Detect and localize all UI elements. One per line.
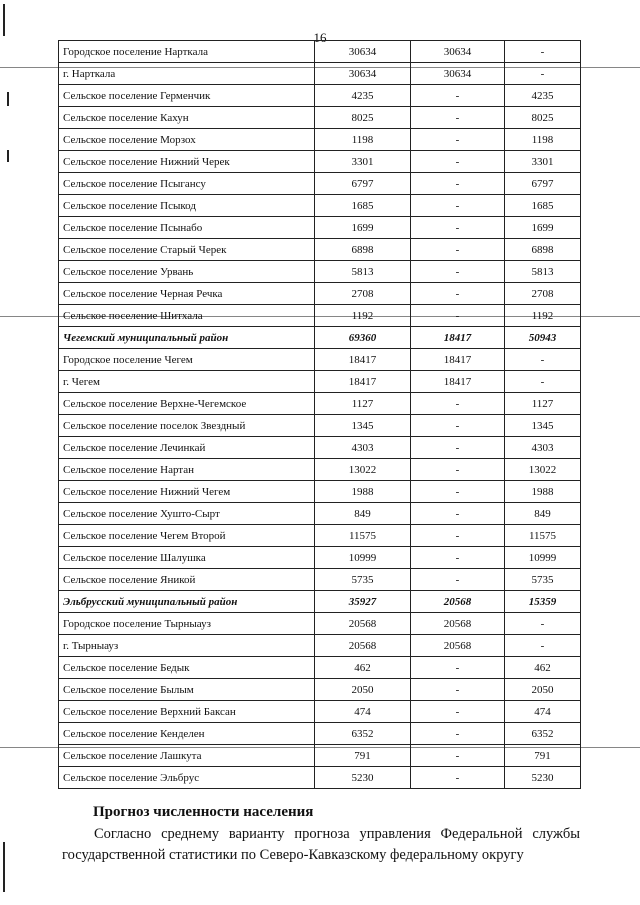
table-row — [59, 569, 581, 591]
urban-population-cell: 30634 — [411, 63, 505, 85]
settlement-name-cell: Сельское поселение Черная Речка — [59, 283, 315, 305]
table-row — [59, 525, 581, 547]
settlement-name-cell: Сельское поселение Герменчик — [59, 85, 315, 107]
table-row — [59, 195, 581, 217]
total-population-cell: 6352 — [315, 723, 411, 745]
scan-artifact-mark — [3, 4, 5, 36]
table-row — [59, 173, 581, 195]
total-population-cell: 30634 — [315, 63, 411, 85]
urban-population-cell: 18417 — [411, 371, 505, 393]
total-population-cell: 1685 — [315, 195, 411, 217]
settlement-name-cell: Сельское поселение Верхний Баксан — [59, 701, 315, 723]
scan-artifact-mark — [7, 150, 9, 162]
settlement-name-cell: Городское поселение Чегем — [59, 349, 315, 371]
settlement-name-cell: Сельское поселение Старый Черек — [59, 239, 315, 261]
rural-population-cell: 1345 — [505, 415, 581, 437]
table-row — [59, 657, 581, 679]
table-row — [59, 547, 581, 569]
urban-population-cell: - — [411, 283, 505, 305]
rural-population-cell: 8025 — [505, 107, 581, 129]
table-row — [59, 437, 581, 459]
rural-population-cell: - — [505, 635, 581, 657]
settlement-name-cell: Сельское поселение Эльбрус — [59, 767, 315, 789]
rural-population-cell: 5735 — [505, 569, 581, 591]
table-row — [59, 217, 581, 239]
total-population-cell: 18417 — [315, 349, 411, 371]
section-title: Прогноз численности населения — [93, 804, 314, 820]
table-row — [59, 745, 581, 767]
rural-population-cell: 10999 — [505, 547, 581, 569]
forecast-paragraph: Согласно среднему варианту прогноза управления Федеральной службы государственной статистики по Северо-Кавказскому федеральному округу — [62, 826, 580, 863]
settlement-name-cell: Сельское поселение Нартан — [59, 459, 315, 481]
table-row — [59, 305, 581, 327]
urban-population-cell: 30634 — [411, 41, 505, 63]
urban-population-cell: - — [411, 657, 505, 679]
rural-population-cell: 1699 — [505, 217, 581, 239]
settlement-name-cell: Сельское поселение Бедык — [59, 657, 315, 679]
urban-population-cell: - — [411, 767, 505, 789]
urban-population-cell: - — [411, 107, 505, 129]
settlement-name-cell: г. Чегем — [59, 371, 315, 393]
rural-population-cell: 6898 — [505, 239, 581, 261]
table-row — [59, 41, 581, 63]
settlement-name-cell: Городское поселение Тырныауз — [59, 613, 315, 635]
urban-population-cell: - — [411, 547, 505, 569]
settlement-name-cell: Эльбрусский муниципальный район — [59, 591, 315, 613]
settlement-name-cell: г. Нарткала — [59, 63, 315, 85]
total-population-cell: 1192 — [315, 305, 411, 327]
urban-population-cell: - — [411, 481, 505, 503]
total-population-cell: 4303 — [315, 437, 411, 459]
total-population-cell: 6898 — [315, 239, 411, 261]
rural-population-cell: 13022 — [505, 459, 581, 481]
table-row — [59, 151, 581, 173]
total-population-cell: 4235 — [315, 85, 411, 107]
table-row — [59, 393, 581, 415]
rural-population-cell: 849 — [505, 503, 581, 525]
settlement-name-cell: Сельское поселение Лашкута — [59, 745, 315, 767]
rural-population-cell: 5813 — [505, 261, 581, 283]
urban-population-cell: - — [411, 195, 505, 217]
rural-population-cell: - — [505, 613, 581, 635]
table-row — [59, 371, 581, 393]
total-population-cell: 5735 — [315, 569, 411, 591]
total-population-cell: 18417 — [315, 371, 411, 393]
urban-population-cell: - — [411, 217, 505, 239]
urban-population-cell: - — [411, 415, 505, 437]
urban-population-cell: - — [411, 239, 505, 261]
settlement-name-cell: Сельское поселение Верхне-Чегемское — [59, 393, 315, 415]
rural-population-cell: 1192 — [505, 305, 581, 327]
settlement-name-cell: Сельское поселение Шалушка — [59, 547, 315, 569]
rural-population-cell: 5230 — [505, 767, 581, 789]
urban-population-cell: - — [411, 393, 505, 415]
settlement-name-cell: Сельское поселение Кахун — [59, 107, 315, 129]
rural-population-cell: 50943 — [505, 327, 581, 349]
table-row — [59, 283, 581, 305]
settlement-name-cell: Сельское поселение Лечинкай — [59, 437, 315, 459]
urban-population-cell: - — [411, 305, 505, 327]
total-population-cell: 5230 — [315, 767, 411, 789]
urban-population-cell: - — [411, 503, 505, 525]
urban-population-cell: - — [411, 723, 505, 745]
table-row — [59, 701, 581, 723]
rural-population-cell: 2708 — [505, 283, 581, 305]
table-row — [59, 481, 581, 503]
rural-population-cell: 6797 — [505, 173, 581, 195]
total-population-cell: 462 — [315, 657, 411, 679]
table-row — [59, 415, 581, 437]
scan-artifact-mark — [3, 842, 5, 892]
rural-population-cell: 11575 — [505, 525, 581, 547]
table-row — [59, 679, 581, 701]
total-population-cell: 1198 — [315, 129, 411, 151]
settlement-name-cell: Сельское поселение Кенделен — [59, 723, 315, 745]
urban-population-cell: 20568 — [411, 635, 505, 657]
settlement-name-cell: Сельское поселение Хушто-Сырт — [59, 503, 315, 525]
settlement-name-cell: г. Тырныауз — [59, 635, 315, 657]
settlement-name-cell: Сельское поселение Морзох — [59, 129, 315, 151]
total-population-cell: 20568 — [315, 613, 411, 635]
urban-population-cell: - — [411, 85, 505, 107]
urban-population-cell: - — [411, 151, 505, 173]
urban-population-cell: - — [411, 437, 505, 459]
total-population-cell: 474 — [315, 701, 411, 723]
total-population-cell: 1988 — [315, 481, 411, 503]
total-population-cell: 3301 — [315, 151, 411, 173]
page-number: 16 — [313, 30, 327, 45]
settlement-name-cell: Сельское поселение Нижний Черек — [59, 151, 315, 173]
table-row — [59, 107, 581, 129]
rural-population-cell: 3301 — [505, 151, 581, 173]
table-row — [59, 503, 581, 525]
settlement-name-cell: Сельское поселение Былым — [59, 679, 315, 701]
table-row — [59, 613, 581, 635]
total-population-cell: 20568 — [315, 635, 411, 657]
settlement-name-cell: Городское поселение Нарткала — [59, 41, 315, 63]
urban-population-cell: 20568 — [411, 591, 505, 613]
population-table-body — [59, 41, 581, 789]
table-row — [59, 767, 581, 789]
urban-population-cell: - — [411, 459, 505, 481]
settlement-name-cell: Сельское поселение Нижний Чегем — [59, 481, 315, 503]
settlement-name-cell: Сельское поселение Шитхала — [59, 305, 315, 327]
total-population-cell: 69360 — [315, 327, 411, 349]
total-population-cell: 2708 — [315, 283, 411, 305]
rural-population-cell: 791 — [505, 745, 581, 767]
total-population-cell: 5813 — [315, 261, 411, 283]
total-population-cell: 11575 — [315, 525, 411, 547]
settlement-name-cell: Чегемский муниципальный район — [59, 327, 315, 349]
urban-population-cell: 18417 — [411, 327, 505, 349]
rural-population-cell: 1198 — [505, 129, 581, 151]
rural-population-cell: 2050 — [505, 679, 581, 701]
rural-population-cell: 4235 — [505, 85, 581, 107]
rural-population-cell: - — [505, 63, 581, 85]
rural-population-cell: - — [505, 349, 581, 371]
rural-population-cell: 15359 — [505, 591, 581, 613]
settlement-name-cell: Сельское поселение Урвань — [59, 261, 315, 283]
total-population-cell: 35927 — [315, 591, 411, 613]
rural-population-cell: 474 — [505, 701, 581, 723]
settlement-name-cell: Сельское поселение поселок Звездный — [59, 415, 315, 437]
table-row — [59, 723, 581, 745]
district-row — [59, 591, 581, 613]
rural-population-cell: 1685 — [505, 195, 581, 217]
rural-population-cell: 1127 — [505, 393, 581, 415]
rural-population-cell: - — [505, 41, 581, 63]
total-population-cell: 8025 — [315, 107, 411, 129]
total-population-cell: 13022 — [315, 459, 411, 481]
table-row — [59, 459, 581, 481]
table-row — [59, 63, 581, 85]
table-row — [59, 349, 581, 371]
total-population-cell: 6797 — [315, 173, 411, 195]
urban-population-cell: - — [411, 679, 505, 701]
rural-population-cell: 462 — [505, 657, 581, 679]
urban-population-cell: - — [411, 173, 505, 195]
rural-population-cell: 4303 — [505, 437, 581, 459]
table-row — [59, 129, 581, 151]
settlement-name-cell: Сельское поселение Чегем Второй — [59, 525, 315, 547]
total-population-cell: 2050 — [315, 679, 411, 701]
urban-population-cell: - — [411, 129, 505, 151]
district-row — [59, 327, 581, 349]
settlement-name-cell: Сельское поселение Псыгансу — [59, 173, 315, 195]
total-population-cell: 1699 — [315, 217, 411, 239]
urban-population-cell: - — [411, 745, 505, 767]
table-row — [59, 85, 581, 107]
urban-population-cell: - — [411, 701, 505, 723]
table-row — [59, 239, 581, 261]
total-population-cell: 1345 — [315, 415, 411, 437]
settlement-name-cell: Сельское поселение Псыкод — [59, 195, 315, 217]
urban-population-cell: - — [411, 525, 505, 547]
scan-artifact-mark — [7, 92, 9, 106]
settlement-name-cell: Сельское поселение Яникой — [59, 569, 315, 591]
total-population-cell: 1127 — [315, 393, 411, 415]
population-table — [58, 40, 581, 789]
urban-population-cell: 20568 — [411, 613, 505, 635]
total-population-cell: 30634 — [315, 41, 411, 63]
rural-population-cell: 6352 — [505, 723, 581, 745]
urban-population-cell: 18417 — [411, 349, 505, 371]
total-population-cell: 10999 — [315, 547, 411, 569]
rural-population-cell: 1988 — [505, 481, 581, 503]
total-population-cell: 849 — [315, 503, 411, 525]
total-population-cell: 791 — [315, 745, 411, 767]
settlement-name-cell: Сельское поселение Псынабо — [59, 217, 315, 239]
rural-population-cell: - — [505, 371, 581, 393]
urban-population-cell: - — [411, 569, 505, 591]
table-row — [59, 261, 581, 283]
table-row — [59, 635, 581, 657]
urban-population-cell: - — [411, 261, 505, 283]
